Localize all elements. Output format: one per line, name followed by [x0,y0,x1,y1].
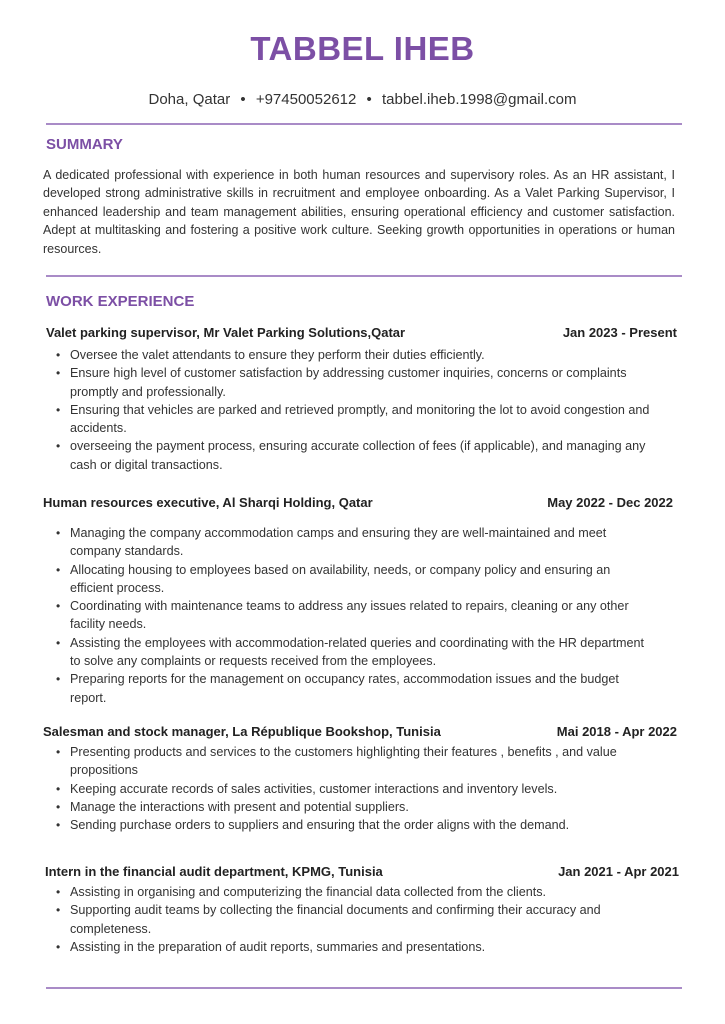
job-entry [43,495,673,707]
summary-paragraph: A dedicated professional with experience in both human resources and supervisory roles. As an HR assistant, I developed strong administrative skills in recruitment and employee onboarding. As a Valet Parking Supervisor, I enhanced leadership and team management abilities, ensuring operational efficiency and customer satisfaction. Adept at multitasking and fostering a positive work culture. Seeking growth opportunities in operations or human resources. [43,168,675,256]
job-dates: Mai 2018 - Apr 2022 [556,724,677,739]
contact-line [0,91,725,108]
list-item: • Ensure high level of customer satisfaction by addressing customer inquiries, concerns or complaints promptly and professionally. [46,364,677,401]
list-item: • Managing the company accommodation camps and ensuring they are well-maintained and meet company standards. [46,524,673,561]
list-item: • Keeping accurate records of sales activities, customer interactions and inventory levels. [46,780,677,798]
job-duties [46,346,677,474]
phone-text: +97450052612 [255,91,357,108]
list-item: • Assisting the employees with accommodation-related queries and coordinating with the HR department to solve any complaints or requests received from the employees. [46,634,673,671]
job-title: Human resources executive, Al Sharqi Holding, Qatar [43,495,373,510]
list-item: • overseeing the payment process, ensuring accurate collection of fees (if applicable), and managing any cash or digital transactions. [46,437,677,474]
job-title: Salesman and stock manager, La République Bookshop, Tunisia [43,724,441,739]
list-item: • Assisting in organising and computerizing the financial data collected from the clients. [46,883,679,901]
job-entry [46,325,677,474]
job-dates: Jan 2023 - Present [562,325,677,340]
list-item: • Allocating housing to employees based on availability, needs, or company policy and ensuring an efficient process. [46,561,673,598]
section-divider [46,275,682,277]
job-header [43,724,677,742]
contact-separator: • [366,91,372,108]
contact-separator: • [240,91,246,108]
list-item: • Coordinating with maintenance teams to address any issues related to repairs, cleaning or any other facility needs. [46,597,673,634]
list-item: • Ensuring that vehicles are parked and retrieved promptly, and monitoring the lot to avoid congestion and accidents. [46,401,677,438]
summary-heading: SUMMARY [46,136,123,153]
job-entry [45,864,679,956]
work-experience-heading: WORK EXPERIENCE [46,293,195,310]
list-item: • Supporting audit teams by collecting the financial documents and confirming their accuracy and completeness. [46,901,679,938]
job-header [45,864,679,882]
list-item: • Assisting in the preparation of audit reports, summaries and presentations. [46,938,679,956]
job-duties [43,524,673,707]
job-title: Valet parking supervisor, Mr Valet Parking Solutions,Qatar [46,325,406,340]
list-item: • Presenting products and services to the customers highlighting their features , benefits , and value propositions [46,743,677,780]
job-duties [45,883,679,956]
list-item: • Manage the interactions with present and potential suppliers. [46,798,677,816]
job-dates: May 2022 - Dec 2022 [547,495,673,510]
list-item: • Sending purchase orders to suppliers and ensuring that the order aligns with the demand. [46,816,677,834]
list-item: • Preparing reports for the management on occupancy rates, accommodation issues and the budget report. [46,670,673,707]
job-title: Intern in the financial audit department, KPMG, Tunisia [45,864,383,879]
job-duties [43,743,677,834]
email-text: tabbel.iheb.1998@gmail.com [381,91,577,108]
job-header [43,495,673,513]
candidate-name: TABBEL IHEB [250,30,475,67]
section-divider [46,987,682,989]
location-text: Doha, Qatar [148,91,231,108]
job-dates: Jan 2021 - Apr 2021 [558,864,679,879]
list-item: • Oversee the valet attendants to ensure they perform their duties efficiently. [46,346,677,364]
job-header [46,325,677,343]
section-divider [46,123,682,125]
job-entry [43,724,677,834]
